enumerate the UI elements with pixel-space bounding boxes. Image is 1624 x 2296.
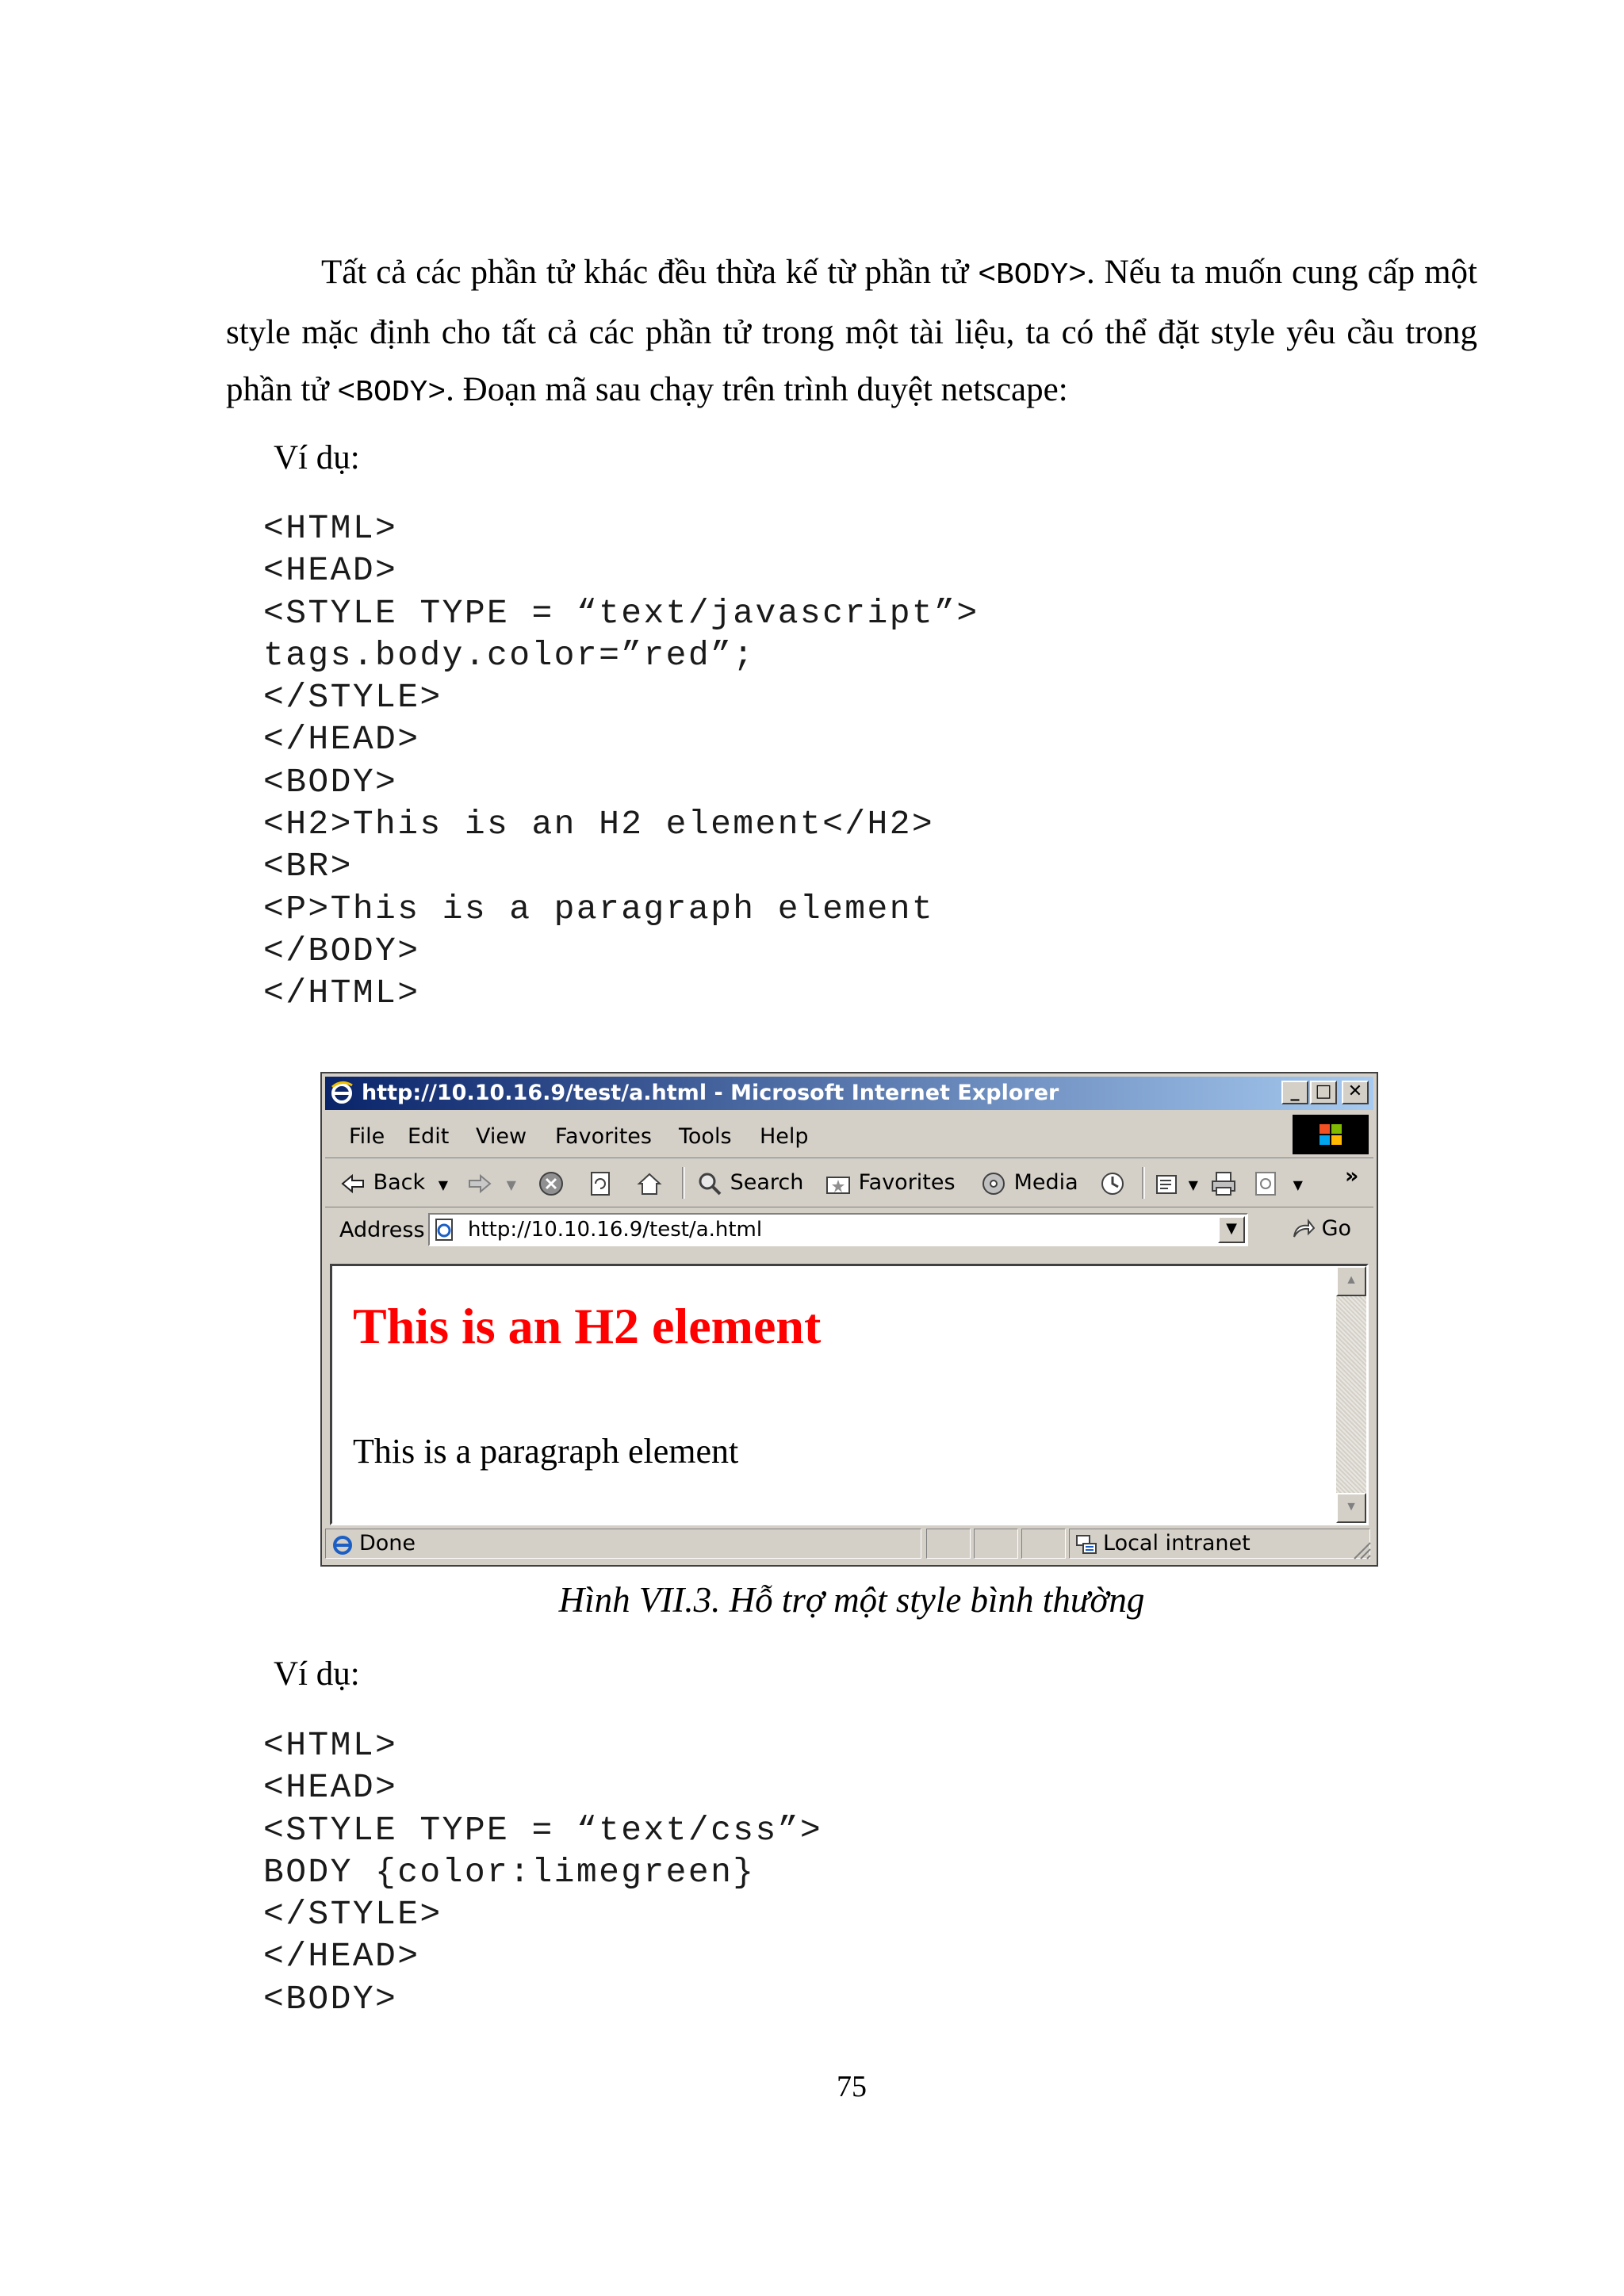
search-label: Search [730,1170,804,1195]
intro-text-2: . Nếu ta muốn cung cấp một style mặc định cho tất cả các phần tử trong một tài liệu, ta có thể đặt style yêu cầu trong phần tử [226,254,1477,408]
go-button[interactable] [1291,1216,1351,1242]
figure-caption: Hình VII.3. Hỗ trợ một style bình thường [558,1580,1145,1620]
home-button[interactable] [636,1169,663,1197]
menu-tools[interactable]: Tools [679,1124,732,1149]
refresh-button[interactable] [587,1169,614,1197]
home-icon [636,1170,663,1197]
menu-help[interactable]: Help [760,1124,809,1149]
back-arrow-icon [339,1170,366,1197]
rendered-h2: This is an H2 element [353,1298,822,1354]
back-button[interactable] [339,1169,448,1197]
go-label: Go [1321,1216,1352,1241]
page-icon [433,1218,457,1242]
page-viewport [330,1264,1369,1525]
resize-grip-icon[interactable] [1348,1536,1372,1560]
status-text: Done [359,1531,416,1556]
printer-icon [1210,1170,1237,1197]
maximize-button[interactable]: □ [1310,1081,1337,1104]
title-bar [325,1077,1373,1110]
address-dropdown-icon[interactable]: ▼ [1218,1216,1245,1243]
media-button[interactable] [980,1169,1078,1197]
favorites-folder-icon [825,1170,852,1197]
back-label: Back [373,1170,426,1195]
refresh-icon [587,1170,614,1197]
toolbar-separator [1142,1167,1145,1199]
menu-favorites[interactable]: Favorites [555,1124,652,1149]
stop-button[interactable] [538,1169,565,1197]
close-button[interactable]: ✕ [1342,1081,1369,1104]
forward-button[interactable] [466,1169,516,1197]
forward-arrow-icon [466,1170,493,1197]
back-dropdown-icon[interactable]: ▼ [438,1177,449,1192]
media-label: Media [1013,1170,1078,1195]
minimize-button[interactable]: _ [1281,1081,1308,1104]
status-pane [1021,1529,1066,1559]
zone-text: Local intranet [1103,1531,1251,1556]
favorites-label: Favorites [858,1170,956,1195]
favorites-button[interactable] [825,1169,956,1197]
status-pane [926,1529,971,1559]
address-label: Address [339,1218,425,1242]
status-zone [1069,1529,1370,1559]
status-bar [325,1527,1373,1562]
toolbar-overflow-chevron-icon[interactable]: » [1345,1164,1359,1188]
example-label: Ví dụ: [274,439,360,476]
search-button[interactable] [696,1169,803,1197]
go-arrow-icon [1291,1218,1315,1242]
code-example-2: <HTML> <HEAD> <STYLE TYPE = “text/css”> BODY {color:limegreen} </STYLE> </HEAD> <BODY> [263,1726,823,2019]
stop-icon [538,1170,565,1197]
history-icon [1099,1170,1126,1197]
search-icon [696,1170,723,1197]
page-number: 75 [837,2070,867,2103]
mail-button[interactable] [1155,1169,1198,1197]
toolbar-separator [682,1167,685,1199]
standard-toolbar [325,1159,1373,1207]
history-button[interactable] [1099,1169,1126,1197]
status-done [325,1529,921,1559]
mail-icon [1155,1170,1182,1197]
scroll-down-icon[interactable]: ▼ [1336,1493,1366,1523]
mail-dropdown-icon[interactable]: ▼ [1188,1177,1198,1192]
forward-dropdown-icon[interactable]: ▼ [506,1177,516,1192]
vertical-scrollbar[interactable] [1336,1266,1366,1523]
status-pane [974,1529,1018,1559]
media-icon [980,1170,1007,1197]
window-title: http://10.10.16.9/test/a.html - Microsoft Internet Explorer [362,1081,1059,1105]
ie-page-icon [331,1533,354,1556]
example-label: Ví dụ: [274,1655,360,1693]
menu-edit[interactable]: Edit [408,1124,450,1149]
code-example-1: <HTML> <HEAD> <STYLE TYPE = “text/javascript”> tags.body.color=”red”; </STYLE> </HEAD> <BODY> <H2>This is an H2 element</H2> <BR> <P>This is a paragraph element </BODY> </HTML> [263,509,979,1013]
inline-code-body-tag: <BODY> [337,376,446,410]
menu-file[interactable]: File [349,1124,385,1149]
address-bar [325,1208,1373,1253]
print-button[interactable] [1210,1169,1237,1197]
intro-text-3: . Đoạn mã sau chạy trên trình duyệt netscape: [446,371,1068,408]
edit-page-icon [1253,1170,1280,1197]
menu-view[interactable]: View [476,1124,527,1149]
menu-bar [325,1113,1373,1158]
ie-logo-icon [330,1081,354,1104]
windows-logo [1293,1115,1369,1154]
edit-dropdown-icon[interactable]: ▼ [1293,1177,1303,1192]
windows-flag-icon [1320,1124,1342,1145]
rendered-paragraph: This is a paragraph element [353,1432,739,1471]
intro-text-1: Tất cả các phần tử khác đều thừa kế từ phần tử [321,254,979,291]
local-intranet-icon [1074,1533,1098,1556]
address-input[interactable] [428,1213,1248,1246]
browser-window [320,1072,1378,1567]
edit-button[interactable] [1253,1169,1303,1197]
address-value: http://10.10.16.9/test/a.html [468,1218,763,1242]
inline-code-body-tag: <BODY> [978,258,1087,293]
scroll-up-icon[interactable]: ▲ [1336,1266,1366,1296]
intro-paragraph [226,244,1477,422]
